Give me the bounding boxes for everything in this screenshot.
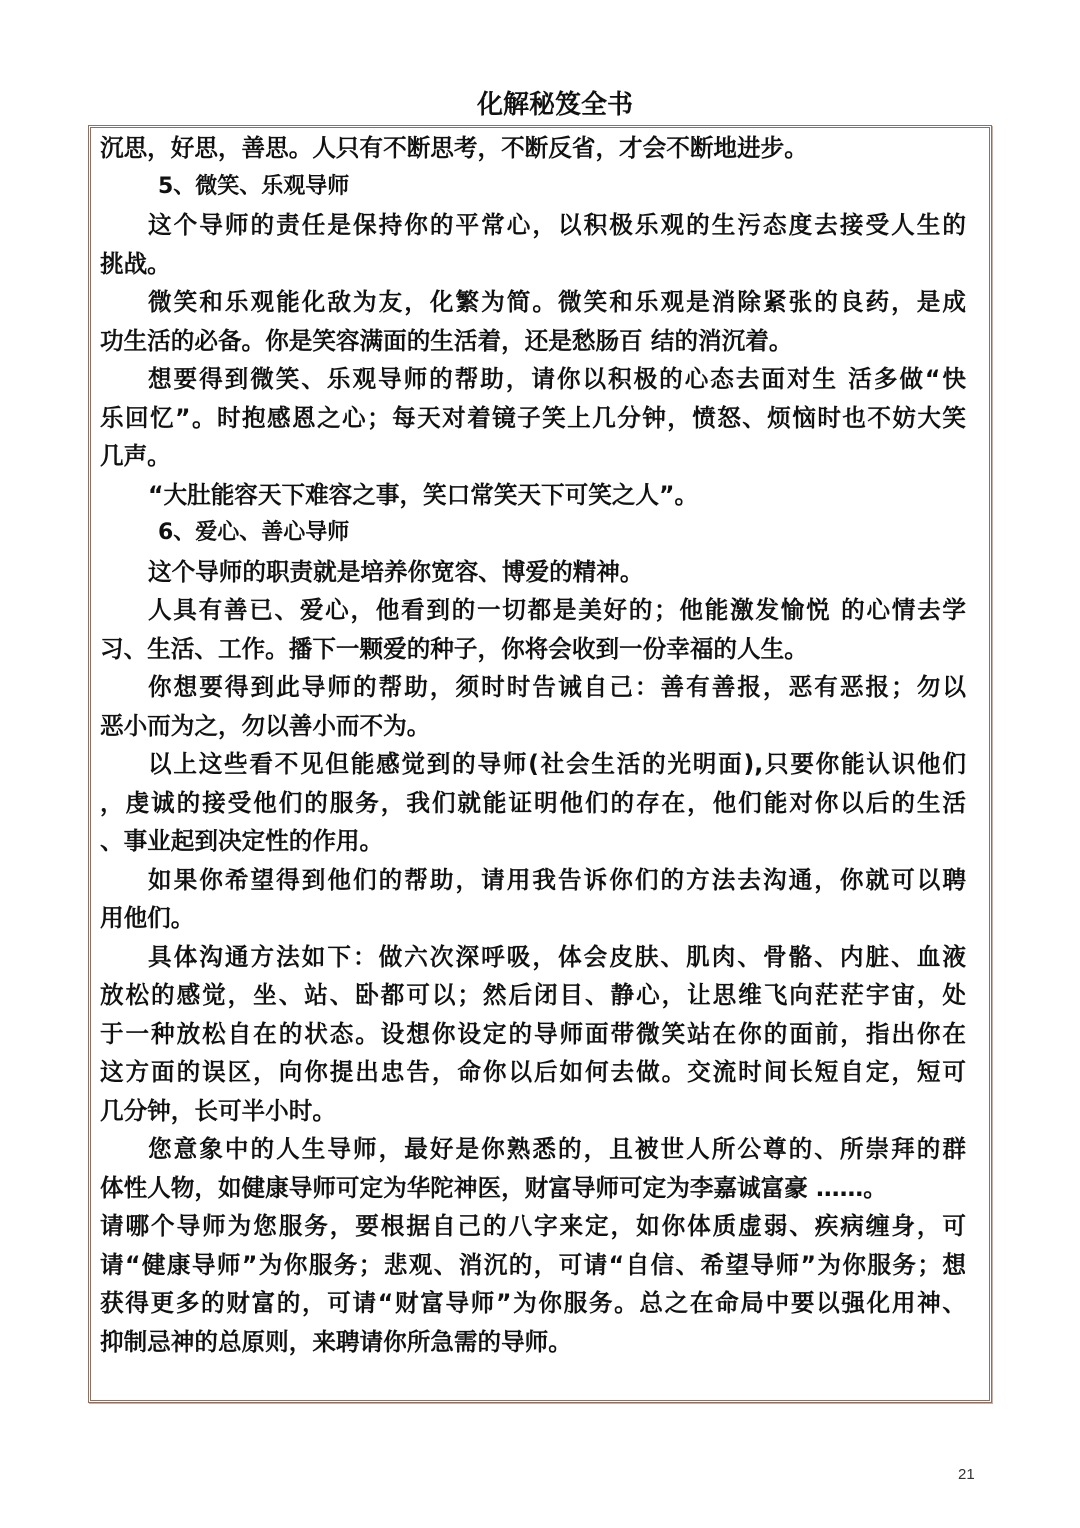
document-body [100, 129, 966, 1361]
text-line: 沉思，好思，善思。人只有不断思考，不断反省，才会不断地进步。 [100, 134, 808, 162]
section-heading: 6、爱心、善心导师 [158, 520, 350, 545]
text-line: 于一种放松自在的状态。设想你设定的导师面带微笑站在你的面前，指出你在 [100, 1019, 966, 1048]
text-line: 用他们。 [100, 904, 195, 932]
text-line: 乐回忆”。时抱感恩之心；每天对着镜子笑上几分钟，愤怒、烦恼时也不妨大笑 [100, 403, 966, 432]
text-line: 具体沟通方法如下：做六次深呼吸，体会皮肤、肌肉、骨骼、内脏、血液 [148, 942, 966, 971]
text-line: 这个导师的责任是保持你的平常心，以积极乐观的生污态度去接受人生的 [148, 211, 966, 239]
text-line: 挑战。 [100, 249, 171, 278]
text-line: 你想要得到此导师的帮助，须时时告诫自己：善有善报，恶有恶报；勿以 [148, 673, 966, 701]
text-line: 微笑和乐观能化敌为友，化繁为简。微笑和乐观是消除紧张的良药，是成 [148, 288, 966, 316]
section-heading: 5、微笑、乐观导师 [158, 173, 350, 199]
text-line: 这方面的误区，向你提出忠告，命你以后如何去做。交流时间长短自定，短可 [100, 1058, 966, 1086]
page-number: 21 [958, 1466, 975, 1483]
text-line: 如果你希望得到他们的帮助，请用我告诉你们的方法去沟通，你就可以聘 [148, 865, 966, 894]
text-line: 这个导师的职责就是培养你宽容、博爱的精神。 [148, 557, 644, 586]
text-line: 以上这些看不见但能感觉到的导师(社会生活的光明面),只要你能认识他们 [148, 750, 966, 778]
text-line: 习、生活、工作。播下一颗爱的种子，你将会收到一份幸福的人生。 [100, 634, 808, 663]
text-line: ，虔诚的接受他们的服务，我们就能证明他们的存在，他们能对你以后的生活 [100, 788, 966, 817]
text-line: 请哪个导师为您服务，要根据自己的八字来定，如你体质虚弱、疾病缠身，可 [100, 1212, 966, 1240]
text-line: 几分钟，长可半小时。 [100, 1096, 336, 1125]
text-line: 恶小而为之，勿以善小而不为。 [100, 711, 431, 740]
text-line: 您意象中的人生导师，最好是你熟悉的，且被世人所公尊的、所崇拜的群 [148, 1135, 966, 1163]
text-line: 抑制忌神的总原则，来聘请你所急需的导师。 [100, 1327, 572, 1356]
text-line: 想要得到微笑、乐观导师的帮助，请你以积极的心态去面对生 活多做“快 [148, 365, 966, 393]
text-line: 放松的感觉，坐、站、卧都可以；然后闭目、静心，让思维飞向茫茫宇宙，处 [100, 981, 966, 1009]
text-line: 获得更多的财富的，可请“财富导师”为你服务。总之在命局中要以强化用神、 [100, 1289, 966, 1317]
text-line: 功生活的必备。你是笑容满面的生活着，还是愁肠百 结的消沉着。 [100, 326, 793, 355]
text-line: 请“健康导师”为你服务；悲观、消沉的，可请“自信、希望导师”为你服务；想 [100, 1250, 966, 1279]
text-line: 体性人物，如健康导师可定为华陀神医，财富导师可定为李嘉诚富豪 ……。 [100, 1173, 887, 1202]
text-line: 人具有善已、爱心，他看到的一切都是美好的；他能激发愉悦 的心情去学 [148, 596, 966, 624]
page-title: 化解秘笈全书 [476, 90, 633, 120]
text-line: 、事业起到决定性的作用。 [100, 827, 384, 855]
text-line: “大肚能容天下难容之事，笑口常笑天下可笑之人”。 [148, 480, 699, 509]
text-line: 几声。 [100, 442, 171, 470]
